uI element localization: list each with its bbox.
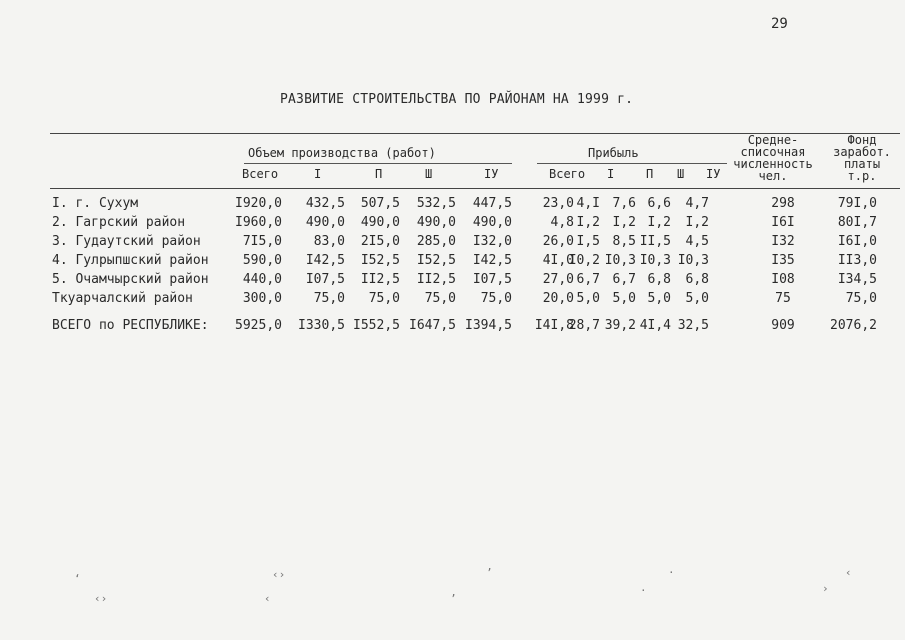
table-row-2-profit-4: 4,5 xyxy=(685,234,709,249)
table-row-1-count: I6I xyxy=(771,215,795,230)
total-row-volume-0: 5925,0 xyxy=(235,318,282,333)
table-row-0-volume-2: 507,5 xyxy=(360,196,400,211)
table-row-4-profit-3: 6,8 xyxy=(647,272,671,287)
wage-fund-line-2: заработ. xyxy=(833,145,891,159)
document-title: РАЗВИТИЕ СТРОИТЕЛЬСТВА ПО РАЙОНАМ НА 1999 г. xyxy=(280,92,634,107)
table-row-3-profit-1: I0,2 xyxy=(568,253,600,268)
profit-col-total: Всего xyxy=(549,167,586,181)
table-row-1-profit-1: I,2 xyxy=(576,215,600,230)
wage-fund-line-1: Фонд xyxy=(847,133,877,147)
table-row-3-volume-2: I52,5 xyxy=(360,253,400,268)
table-row-1-volume-0: I960,0 xyxy=(235,215,282,230)
profit-group-header: Прибыль xyxy=(588,146,639,160)
table-row-3-volume-4: I42,5 xyxy=(472,253,512,268)
table-row-3-profit-0: 4I,0 xyxy=(542,253,574,268)
total-row-count: 909 xyxy=(771,318,795,333)
table-row-5-profit-3: 5,0 xyxy=(647,291,671,306)
table-row-2-volume-1: 83,0 xyxy=(313,234,345,249)
table-row-0-volume-1: 432,5 xyxy=(305,196,345,211)
wage-fund-line-4: т.р. xyxy=(847,169,877,183)
table-row-3-name: 4. Гулрыпшский район xyxy=(52,253,209,268)
table-row-3-fund: II3,0 xyxy=(837,253,877,268)
table-row-4-volume-1: I07,5 xyxy=(305,272,345,287)
table-row-4-count: I08 xyxy=(771,272,795,287)
table-row-4-name: 5. Очамчырский район xyxy=(52,272,209,287)
table-row-3-volume-0: 590,0 xyxy=(242,253,282,268)
profit-col-q2: П xyxy=(646,167,654,181)
table-row-4-profit-1: 6,7 xyxy=(576,272,600,287)
table-row-0-volume-4: 447,5 xyxy=(472,196,512,211)
table-row-5-profit-0: 20,0 xyxy=(542,291,574,306)
table-row-1-profit-2: I,2 xyxy=(612,215,636,230)
page-number: 29 xyxy=(771,16,788,32)
volume-col-q3: Ш xyxy=(425,167,433,181)
total-row-name: ВСЕГО по РЕСПУБЛИКЕ: xyxy=(52,318,209,333)
total-row-volume-3: I647,5 xyxy=(409,318,456,333)
table-row-2-profit-3: II,5 xyxy=(639,234,671,249)
total-row-profit-2: 39,2 xyxy=(604,318,636,333)
profit-col-q3: Ш xyxy=(677,167,685,181)
avg-count-line-4: чел. xyxy=(758,169,788,183)
table-row-0-count: 298 xyxy=(771,196,795,211)
table-row-0-volume-0: I920,0 xyxy=(235,196,282,211)
table-row-4-volume-2: II2,5 xyxy=(360,272,400,287)
table-row-5-fund: 75,0 xyxy=(845,291,877,306)
table-row-1-profit-4: I,2 xyxy=(685,215,709,230)
avg-count-line-3: численность xyxy=(733,157,813,171)
table-row-2-fund: I6I,0 xyxy=(837,234,877,249)
table-row-4-volume-3: II2,5 xyxy=(416,272,456,287)
table-row-0-fund: 79I,0 xyxy=(837,196,877,211)
table-row-2-volume-4: I32,0 xyxy=(472,234,512,249)
table-row-1-profit-3: I,2 xyxy=(647,215,671,230)
table-row-5-count: 75 xyxy=(775,291,791,306)
table-row-5-profit-2: 5,0 xyxy=(612,291,636,306)
table-row-5-name: Ткуарчалский район xyxy=(52,291,193,306)
table-row-0-name: I. г. Сухум xyxy=(52,196,139,211)
table-row-4-profit-0: 27,0 xyxy=(542,272,574,287)
table-row-1-volume-2: 490,0 xyxy=(360,215,400,230)
table-row-1-name: 2. Гагрский район xyxy=(52,215,186,230)
total-row-volume-2: I552,5 xyxy=(353,318,400,333)
table-row-4-volume-4: I07,5 xyxy=(472,272,512,287)
volume-group-underline xyxy=(244,163,512,164)
avg-count-header xyxy=(727,134,819,182)
avg-count-line-2: списочная xyxy=(740,145,806,159)
table-row-1-volume-1: 490,0 xyxy=(305,215,345,230)
table-row-5-profit-4: 5,0 xyxy=(685,291,709,306)
table-row-0-profit-1: 4,I xyxy=(576,196,600,211)
table-row-0-profit-0: 23,0 xyxy=(542,196,574,211)
table-row-2-count: I32 xyxy=(771,234,795,249)
table-row-4-volume-0: 440,0 xyxy=(242,272,282,287)
table-row-4-fund: I34,5 xyxy=(837,272,877,287)
profit-col-q4: IУ xyxy=(706,167,721,181)
table-row-2-volume-0: 7I5,0 xyxy=(242,234,282,249)
table-header-rule xyxy=(50,188,900,189)
table-row-2-profit-0: 26,0 xyxy=(542,234,574,249)
total-row-volume-4: I394,5 xyxy=(465,318,512,333)
table-row-1-profit-0: 4,8 xyxy=(550,215,574,230)
table-row-3-profit-4: I0,3 xyxy=(677,253,709,268)
volume-col-total: Всего xyxy=(242,167,279,181)
table-row-5-volume-3: 75,0 xyxy=(424,291,456,306)
table-row-2-profit-2: 8,5 xyxy=(612,234,636,249)
total-row-profit-4: 32,5 xyxy=(677,318,709,333)
volume-col-q1: I xyxy=(314,167,322,181)
table-row-5-volume-4: 75,0 xyxy=(480,291,512,306)
table-row-3-profit-2: I0,3 xyxy=(604,253,636,268)
total-row-fund: 2076,2 xyxy=(830,318,877,333)
table-row-0-profit-4: 4,7 xyxy=(685,196,709,211)
table-row-4-profit-4: 6,8 xyxy=(685,272,709,287)
table-row-1-volume-4: 490,0 xyxy=(472,215,512,230)
table-row-2-volume-3: 285,0 xyxy=(416,234,456,249)
table-row-3-count: I35 xyxy=(771,253,795,268)
table-row-0-volume-3: 532,5 xyxy=(416,196,456,211)
table-row-3-profit-3: I0,3 xyxy=(639,253,671,268)
table-row-5-volume-1: 75,0 xyxy=(313,291,345,306)
wage-fund-header xyxy=(826,134,898,182)
table-row-5-volume-0: 300,0 xyxy=(242,291,282,306)
avg-count-line-1: Средне- xyxy=(747,133,799,147)
wage-fund-line-3: платы xyxy=(843,157,881,171)
table-row-5-profit-1: 5,0 xyxy=(576,291,600,306)
total-row-profit-0: I4I,8 xyxy=(534,318,574,333)
table-row-2-profit-1: I,5 xyxy=(576,234,600,249)
table-row-0-profit-2: 7,6 xyxy=(612,196,636,211)
table-row-1-volume-3: 490,0 xyxy=(416,215,456,230)
table-row-1-fund: 80I,7 xyxy=(837,215,877,230)
table-row-3-volume-3: I52,5 xyxy=(416,253,456,268)
table-row-4-profit-2: 6,7 xyxy=(612,272,636,287)
table-row-5-volume-2: 75,0 xyxy=(368,291,400,306)
profit-col-q1: I xyxy=(607,167,615,181)
table-row-2-volume-2: 2I5,0 xyxy=(360,234,400,249)
total-row-volume-1: I330,5 xyxy=(298,318,345,333)
volume-group-header: Объем производства (работ) xyxy=(248,146,436,160)
table-row-3-volume-1: I42,5 xyxy=(305,253,345,268)
total-row-profit-3: 4I,4 xyxy=(639,318,671,333)
volume-col-q2: П xyxy=(375,167,383,181)
table-row-2-name: 3. Гудаутский район xyxy=(52,234,201,249)
profit-group-underline xyxy=(537,163,727,164)
total-row-profit-1: 28,7 xyxy=(568,318,600,333)
table-row-0-profit-3: 6,6 xyxy=(647,196,671,211)
volume-col-q4: IУ xyxy=(484,167,499,181)
